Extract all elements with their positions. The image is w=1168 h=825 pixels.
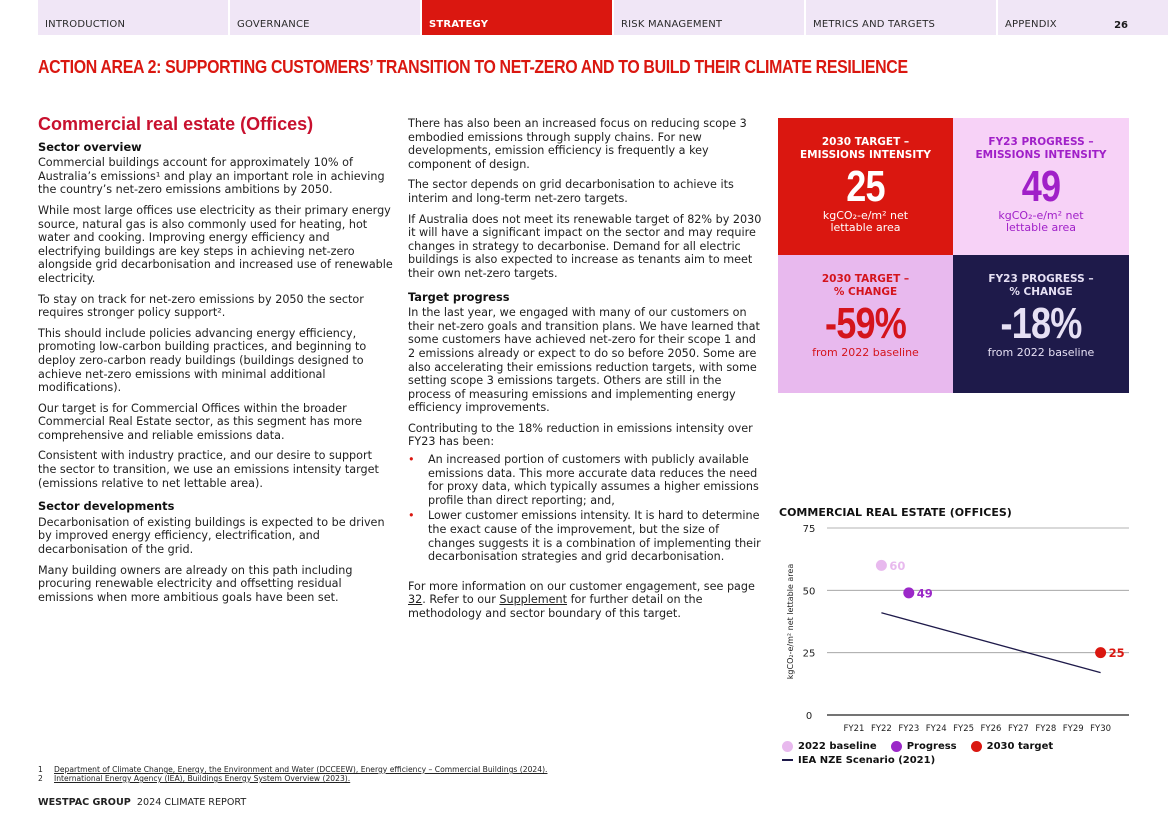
top-navigation: [38, 0, 1168, 35]
sector-developments-heading: Sector developments: [38, 499, 175, 514]
tile-unit: from 2022 baseline: [812, 346, 919, 359]
text: for further detail on the methodology and sector boundary of this target.: [408, 593, 703, 620]
emissions-intensity-chart: [779, 520, 1139, 738]
y-tick-label: 25: [802, 648, 816, 660]
data-point: [876, 560, 887, 571]
list-item: [408, 509, 762, 563]
x-tick-label: FY24: [925, 724, 947, 734]
x-tick-label: FY28: [1035, 724, 1057, 734]
x-tick-label: FY22: [870, 724, 892, 734]
paragraph: In the last year, we engaged with many of our customers on their net-zero goals and transition plans. We have learned that some customers have achieved net-zero for their scope 1 and 2 emissions already or expect to do so before 2050. Some are also accelerating their emissions reduction targets, with some setting scope 3 emissions targets. Others are still in the process of measuring emissions and implementing energy efficiency improvements.: [408, 306, 760, 415]
tile-value: -18%: [1000, 299, 1082, 348]
middle-column: [408, 117, 762, 628]
tile-label: 2030 TARGET – EMISSIONS INTENSITY: [799, 136, 932, 161]
tile-value: 49: [1021, 162, 1061, 211]
tile-unit: from 2022 baseline: [987, 346, 1095, 359]
paragraph-more-info: [408, 580, 762, 621]
legend-label: 2030 target: [986, 740, 1054, 752]
footnote: [38, 765, 547, 774]
legend-item-progress: [891, 741, 957, 752]
x-tick-label: FY26: [980, 724, 1002, 734]
footnote-number: 1: [38, 765, 43, 774]
page-number: 26: [1114, 20, 1128, 31]
tile-value: 25: [846, 162, 885, 211]
footer-report: 2024 CLIMATE REPORT: [136, 797, 247, 808]
page-32-link[interactable]: 32: [408, 593, 423, 607]
bullet-icon: •: [408, 453, 415, 467]
paragraph: The sector depends on grid decarbonisation to achieve its interim and long-term net-zero targets.: [408, 178, 734, 205]
tab-label: APPENDIX: [1005, 19, 1057, 30]
target-progress-heading: Target progress: [408, 289, 510, 304]
data-label: 25: [1108, 646, 1125, 661]
tile-unit: kgCO₂-e/m² net lettable area: [822, 209, 909, 234]
sector-overview-heading: Sector overview: [38, 139, 142, 154]
chart-legend: [782, 739, 1102, 767]
tile-2030-target-intensity: [778, 118, 953, 255]
tile-value: -59%: [825, 299, 906, 348]
y-tick-label: 0: [805, 711, 813, 722]
y-axis-label: kgCO₂-e/m² net lettable area: [786, 563, 795, 680]
legend-item-baseline: [782, 741, 877, 752]
paragraph: Decarbonisation of existing buildings is expected to be driven by improved energy efficiency, electrification, and decarbonisation of the grid.: [38, 515, 385, 557]
legend-line-icon: [782, 759, 793, 761]
y-tick-label: 75: [802, 524, 816, 535]
x-tick-label: FY30: [1090, 724, 1112, 734]
bullet-icon: •: [408, 509, 415, 523]
legend-item-target: [971, 741, 1054, 752]
tab-metrics-and-targets[interactable]: [806, 0, 998, 35]
list-item-text: An increased portion of customers with publicly available emissions data. This more accurate data reduces the need for proxy data, which typically assumes a higher emissions profile than direct reporting; and,: [428, 453, 759, 507]
page-title: ACTION AREA 2: SUPPORTING CUSTOMERS’ TRANSITION TO NET-ZERO AND TO BUILD THEIR CLIMATE RESILIENCE: [38, 56, 908, 77]
paragraph: While most large offices use electricity as their primary energy source, natural gas is also commonly used for heating, hot water and cooking. Improving energy efficiency and electrifying buildings are key steps in achieving net-zero alongside grid decarbonisation and increased use of renewable electricity.: [38, 203, 393, 285]
paragraph: This should include policies advancing energy efficiency, promoting low-carbon building practices, and beginning to deploy zero-carbon ready buildings (buildings designed to achieve net-zero emissions with minimal additional modifications).: [38, 326, 367, 395]
page-footer: [38, 797, 246, 808]
tile-fy23-progress-change: [953, 255, 1129, 393]
tile-2030-target-change: [778, 255, 953, 393]
data-label: 60: [889, 558, 906, 573]
text: For more information on our customer engagement, see page: [408, 579, 755, 593]
metric-tiles: [778, 118, 1129, 393]
legend-item-iea: [782, 755, 935, 766]
x-tick-label: FY23: [898, 724, 920, 734]
paragraph: Consistent with industry practice, and our desire to support the sector to transition, we use an emissions intensity target (emissions relative to net lettable area).: [38, 449, 379, 490]
tile-label: 2030 TARGET – % CHANGE: [821, 273, 910, 298]
paragraph: To stay on track for net-zero emissions by 2050 the sector requires stronger policy support².: [38, 292, 364, 320]
list-item: [408, 453, 762, 507]
paragraph: Many building owners are already on this path including procuring renewable electricity and offsetting residual emissions when more ambitious goals have been set.: [38, 563, 353, 604]
tab-governance[interactable]: [230, 0, 422, 35]
legend-dot-icon: [971, 741, 982, 752]
tab-label: STRATEGY: [429, 19, 489, 30]
chart-title: COMMERCIAL REAL ESTATE (OFFICES): [779, 506, 1012, 519]
tile-unit: kgCO₂-e/m² net lettable area: [998, 209, 1084, 234]
tab-introduction[interactable]: [38, 0, 230, 35]
footnote: [38, 774, 547, 783]
list-item-text: Lower customer emissions intensity. It is hard to determine the exact cause of the improvement, but the size of changes suggests it is a combination of implementing their decarbonisation strategies and grid decarbonisation.: [428, 509, 761, 564]
x-tick-label: FY29: [1062, 724, 1084, 734]
tab-label: INTRODUCTION: [45, 19, 126, 30]
tile-fy23-progress-intensity: [953, 118, 1129, 255]
paragraph: There has also been an increased focus on reducing scope 3 embodied emissions through supply chains. For new developments, emission efficiency is frequently a key component of design.: [408, 117, 747, 171]
legend-dot-icon: [891, 741, 902, 752]
footnote-link[interactable]: International Energy Agency (IEA), Buildings Energy System Overview (2023).: [54, 774, 351, 783]
legend-dot-icon: [782, 741, 793, 752]
tab-label: RISK MANAGEMENT: [621, 19, 723, 30]
footnote-link[interactable]: Department of Climate Change, Energy, the Environment and Water (DCCEEW), Energy efficiency – Commercial Buildings (2024).: [54, 765, 548, 774]
x-tick-label: FY25: [953, 724, 975, 734]
paragraph: If Australia does not meet its renewable target of 82% by 2030 it will have a significant impact on the sector and may require changes in strategy to decarbonise. Demand for all electric buildings is also expected to increase as tenants aim to meet their own net-zero targets.: [408, 212, 762, 280]
iea-scenario-line: [881, 613, 1100, 673]
data-point: [1095, 647, 1106, 658]
paragraph: Commercial buildings account for approximately 10% of Australia’s emissions¹ and play an important role in achieving the country’s net-zero emissions ambitions by 2050.: [38, 156, 385, 197]
legend-label: Progress: [906, 740, 957, 752]
contribution-list: [408, 453, 762, 564]
data-point: [903, 587, 914, 598]
text: . Refer to our: [422, 593, 500, 607]
paragraph: Contributing to the 18% reduction in emissions intensity over FY23 has been:: [408, 421, 753, 449]
left-column: [38, 114, 393, 611]
legend-label: 2022 baseline: [798, 740, 877, 752]
footnote-number: 2: [38, 774, 43, 783]
y-tick-label: 50: [802, 586, 816, 598]
footer-brand: WESTPAC GROUP: [38, 797, 131, 808]
data-label: 49: [916, 586, 933, 601]
tile-label: FY23 PROGRESS – % CHANGE: [988, 273, 1094, 298]
tab-label: GOVERNANCE: [237, 19, 310, 30]
tab-strategy[interactable]: [422, 0, 614, 35]
x-tick-label: FY27: [1007, 724, 1029, 734]
footnotes: [38, 765, 547, 783]
tab-label: METRICS AND TARGETS: [813, 19, 936, 30]
tile-label: FY23 PROGRESS – EMISSIONS INTENSITY: [975, 136, 1107, 161]
section-title: Commercial real estate (Offices): [38, 114, 314, 134]
paragraph: Our target is for Commercial Offices within the broader Commercial Real Estate sector, as this segment has more comprehensive and reliable emissions data.: [38, 401, 363, 442]
x-tick-label: FY21: [843, 724, 865, 734]
tab-appendix[interactable]: [998, 0, 1168, 35]
supplement-link[interactable]: Supplement: [499, 593, 568, 607]
legend-label: IEA NZE Scenario (2021): [798, 754, 936, 766]
tab-risk-management[interactable]: [614, 0, 806, 35]
